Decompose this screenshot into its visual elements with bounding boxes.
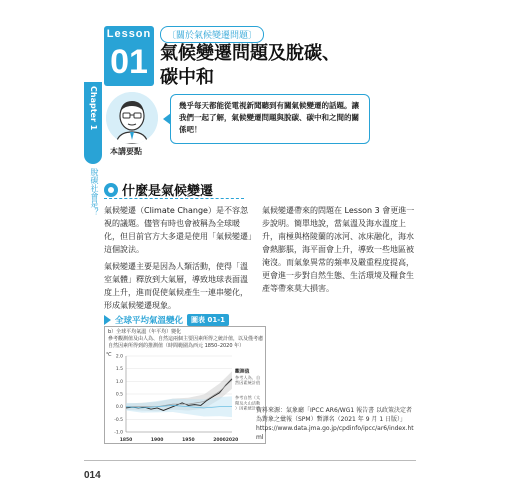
label-natural: 陽及火山活動 bbox=[235, 400, 261, 406]
avatar-caption: 本講要點 bbox=[110, 147, 142, 156]
x-tick-label: 2000 bbox=[213, 438, 226, 443]
label-natural: ）因素統計值 bbox=[235, 405, 261, 411]
y-tick-label: 2.0 bbox=[115, 354, 123, 360]
bullet-icon bbox=[104, 183, 118, 197]
avatar bbox=[106, 92, 158, 144]
chapter-topic: 脫碳社會是？ bbox=[90, 168, 99, 216]
y-tick-label: 0.5 bbox=[115, 392, 123, 398]
label-observed: 觀測值 bbox=[235, 369, 250, 375]
page-title bbox=[160, 42, 340, 90]
figure-title: 全球平均氣溫變化 bbox=[115, 316, 184, 326]
y-tick-label: -1.0 bbox=[114, 430, 123, 436]
y-tick-label: 1.5 bbox=[115, 367, 123, 373]
chart-description bbox=[108, 329, 266, 350]
speech-bubble: 幾乎每天都能從電視新聞聽到有關氣候變遷的話題。讓我們一起了解，氣候變遷問題與脫碳、碳中和之間的關係吧！ bbox=[170, 94, 370, 144]
label-human-natural: 參考人為、自 bbox=[235, 374, 261, 380]
section-heading bbox=[104, 180, 213, 199]
body-left-column bbox=[104, 204, 252, 316]
y-tick-label: 0.0 bbox=[115, 405, 123, 411]
paragraph: 氣候變遷帶來的問題在 Lesson 3 會更進一步說明。簡單地說，當氣溫及海水溫度上升，南極與格陵蘭的冰河、冰床融化，海水會熱膨脹，海平面會上升，導致一些地區被淹沒。而氣象異常的頻率及嚴重程度提高，更會進一步對自然生態、生活環境及糧食生產等帶來莫大損害。 bbox=[262, 206, 415, 293]
lesson-badge bbox=[104, 26, 154, 86]
chart-desc-line2: 參考觀測值及由人為、自然這兩個主要因素所得之統計值，以及僅考慮自然因素所得到的推測值（時間範圍為西元 1850–2020 年） bbox=[108, 336, 264, 349]
figure-heading bbox=[104, 314, 229, 326]
triangle-icon bbox=[104, 315, 111, 325]
lesson-word: Lesson bbox=[106, 28, 152, 40]
x-tick-label: 1850 bbox=[119, 438, 133, 443]
figure-badge: 圖表 01-1 bbox=[187, 314, 229, 326]
section-divider bbox=[104, 198, 244, 199]
title-line-2: 碳中和 bbox=[160, 67, 214, 88]
page-number: 014 bbox=[84, 470, 101, 481]
body-right-column bbox=[262, 204, 416, 299]
x-tick-label: 1900 bbox=[150, 438, 164, 443]
label-natural: 參考自然（太 bbox=[235, 395, 261, 401]
chart-desc-line1: b）全球平均氣溫（年平均）變化 bbox=[108, 329, 182, 335]
y-tick-label: 1.0 bbox=[115, 379, 123, 385]
paragraph: 氣候變遷（Climate Change）是不容忽視的議題。儘管有時也會被稱為全球暖化，但目前官方大多還是使用「氣候變遷」這個說法。 bbox=[104, 206, 252, 254]
lesson-number: 01 bbox=[110, 43, 148, 81]
source-text: 資料來源：氣象廳「IPCC AR6/WG1 報告書 以政策決定者為對象之彙報（SPM）暫譯名（2021 年 9 月 1 日版）」 bbox=[256, 407, 413, 423]
y-tick-label: -0.5 bbox=[114, 417, 123, 423]
x-tick-label: 1950 bbox=[182, 438, 195, 443]
source-url[interactable]: https://www.data.jma.go.jp/cpdinfo/ipcc/ar6/index.html bbox=[256, 425, 414, 441]
section-title: 什麼是氣候變遷 bbox=[122, 184, 214, 199]
teacher-illustration-icon bbox=[106, 92, 158, 144]
chapter-label: Chapter 1 bbox=[89, 86, 98, 131]
x-tick-label: 2020 bbox=[225, 438, 239, 443]
page-rule bbox=[84, 460, 416, 461]
title-line-1: 氣候變遷問題及脫碳、 bbox=[160, 43, 340, 64]
paragraph: 氣候變遷主要是因為人類活動，使得「溫室氣體」釋放到大氣層，導致地球表面溫度上升，進而促使氣候產生一連串變化，形成氣候變遷現象。 bbox=[104, 262, 248, 310]
lesson-subtitle: 〔關於氣候變遷問題〕 bbox=[160, 26, 264, 43]
temperature-chart bbox=[104, 350, 266, 444]
label-human-natural: 然因素統計值 bbox=[235, 380, 261, 385]
source-note bbox=[256, 406, 416, 442]
y-unit-label: ℃ bbox=[106, 352, 112, 358]
